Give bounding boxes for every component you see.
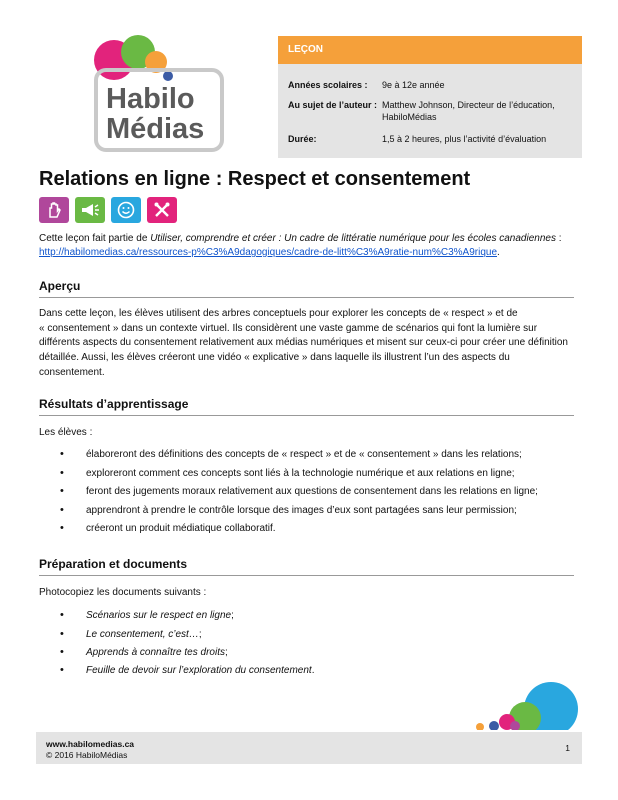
page-title: Relations en ligne : Respect et consentement — [39, 168, 471, 190]
list-item-text: apprendront à prendre le contrôle lorsque des images d’eux sont partagées sans leur permission; — [86, 505, 517, 516]
document-title: Apprends à connaître tes droits — [86, 647, 225, 658]
intro-prefix: Cette leçon fait partie de — [39, 233, 151, 244]
logo-line1: Habilo — [106, 83, 195, 115]
tools-icon — [147, 197, 177, 223]
framework-title: Utiliser, comprendre et créer : Un cadre de littératie numérique pour les écoles canadiennes — [150, 233, 556, 244]
lesson-header: LEÇON — [278, 36, 582, 64]
footer-site: www.habilomedias.ca — [46, 739, 135, 749]
smiley-icon — [111, 197, 141, 223]
apercu-paragraph — [39, 307, 579, 381]
intro-suffix: : — [555, 233, 562, 244]
apercu-line: « consentement » dans un contexte virtuel. Ils considèrent une vaste gamme de scénarios qui font la lumière sur — [39, 322, 538, 334]
apercu-line: Dans cette leçon, les élèves utilisent des arbres conceptuels pour explorer les concepts de « respect » et de — [39, 308, 518, 319]
logo-line2: Médias — [106, 113, 205, 145]
preparation-lead: Photocopiez les documents suivants : — [39, 587, 207, 598]
apercu-line: différents aspects du consentement relativement aux médias numériques et misent sur ceux-ci pour créer une définition — [39, 337, 568, 349]
list-item-text: créeront un produit médiatique collaboratif. — [86, 523, 276, 534]
footer-copyright: © 2016 HabiloMédias — [46, 750, 128, 760]
intro-text: Cette leçon fait partie de Utiliser, comprendre et créer : Un cadre de littératie numérique pour les écoles canadiennes : http://habilomedias.ca/ressources-p%C3%A9dagogiques/cadre-de-litt%C3%A9ratie-num%C3%A9rique. — [39, 233, 562, 258]
page-number: 1 — [565, 743, 570, 753]
author-label: Au sujet de l’auteur : — [288, 100, 378, 110]
punct: ; — [231, 610, 234, 621]
list-item-text: élaboreront des définitions des concepts de « respect » et de « consentement » dans les relations; — [86, 449, 522, 460]
apercu-line: détaillée. Aussi, les élèves créeront une vidéo « explicative » dans laquelle ils illustrent l’un des aspects du — [39, 352, 510, 364]
author-value: Matthew Johnson, Directeur de l’éducation, HabiloMédias — [382, 100, 555, 122]
grades-label: Années scolaires : — [288, 80, 368, 90]
list-item-text: exploreront comment ces concepts sont liés à la technologie numérique et aux relations en ligne; — [86, 468, 515, 479]
section-heading-resultats: Résultats d’apprentissage — [39, 397, 574, 416]
megaphone-icon — [75, 197, 105, 223]
framework-link[interactable]: http://habilomedias.ca/ressources-p%C3%A9dagogiques/cadre-de-litt%C3%A9ratie-num%C3%A9rique — [39, 247, 498, 258]
page-footer — [36, 732, 582, 764]
duration-label: Durée: — [288, 134, 317, 144]
duration-value: 1,5 à 2 heures, plus l’activité d’évaluation — [382, 134, 547, 144]
hand-icon — [39, 197, 69, 223]
list-item-text: feront des jugements moraux relativement aux questions de consentement dans les relations en ligne; — [86, 486, 538, 497]
punct: ; — [224, 647, 228, 658]
competency-icons — [39, 197, 177, 223]
punct: ; — [198, 629, 202, 640]
punct: . — [311, 665, 315, 676]
document-title: Feuille de devoir sur l’exploration du consentement — [86, 665, 312, 676]
habilomedias-logo — [88, 30, 228, 155]
grades-value: 9e à 12e année — [382, 80, 445, 90]
decorative-circles — [470, 682, 580, 730]
document-title: Scénarios sur le respect en ligne — [86, 610, 232, 621]
section-heading-apercu: Aperçu — [39, 279, 574, 298]
lesson-info-box — [278, 36, 582, 158]
section-heading-preparation: Préparation et documents — [39, 557, 574, 576]
apercu-line: consentement. — [39, 366, 105, 378]
document-title: Le consentement, c’est… — [86, 629, 199, 640]
resultats-lead: Les élèves : — [39, 427, 93, 438]
